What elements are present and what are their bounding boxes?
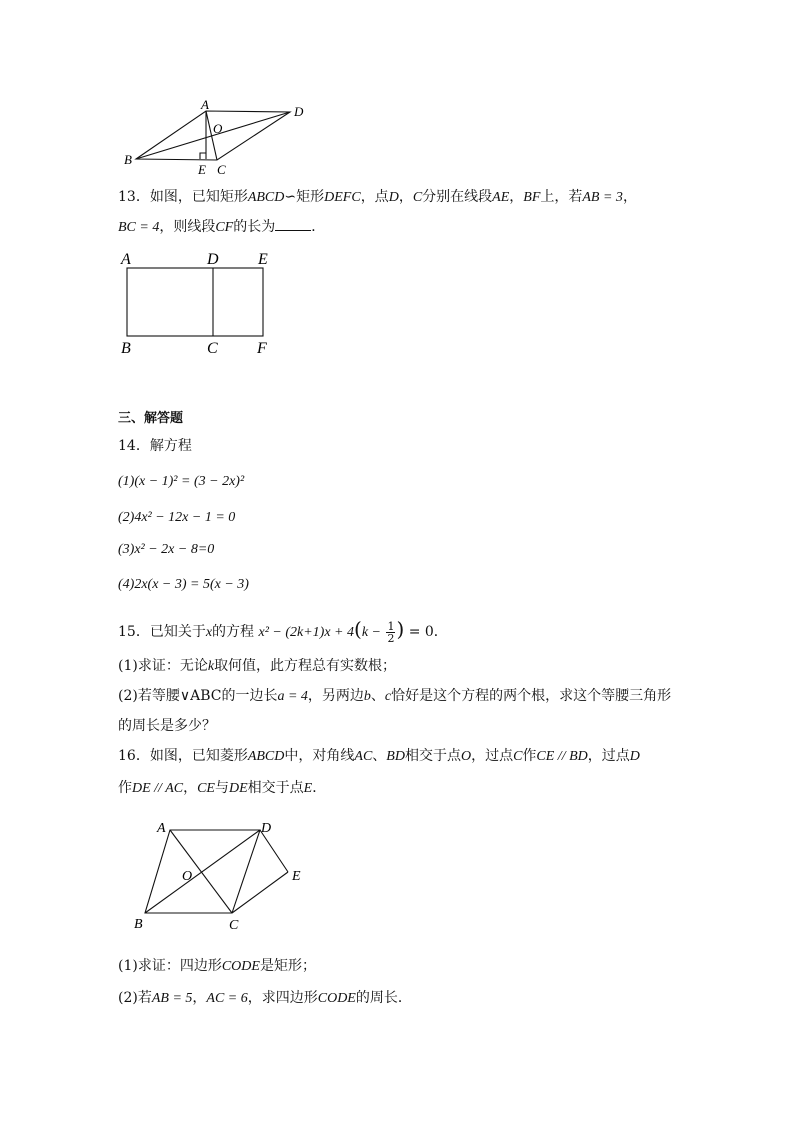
- q13-abcd: ABCD: [247, 190, 285, 205]
- fig13-label-a: A: [121, 251, 131, 268]
- q16-stem-line1: [118, 746, 640, 767]
- q13-comma: ，: [398, 189, 413, 205]
- q16-e: E: [303, 781, 313, 796]
- q14-eq3: (3)x² − 2x − 8=0: [118, 542, 215, 557]
- fig16-label-o: O: [182, 869, 193, 884]
- q13-end: ．: [311, 219, 326, 235]
- fig12-label-e: E: [198, 162, 206, 177]
- q16-ac6: AC = 6: [206, 991, 248, 1006]
- q15-b: b: [363, 689, 371, 704]
- q14-eq1: (1)(x − 1)² = (3 − 2x)²: [118, 474, 245, 489]
- figure-q12: [118, 96, 318, 180]
- fig12-label-a: A: [201, 97, 209, 112]
- q16-abcd: ABCD: [247, 749, 285, 764]
- fig12-label-d: D: [294, 104, 304, 119]
- fig13-label-e: E: [258, 251, 268, 268]
- q16-l2e: ．: [312, 780, 327, 796]
- q14-eq2: (2)4x² − 12x − 1 = 0: [118, 510, 236, 525]
- fig13-label-b: B: [121, 340, 131, 357]
- q15-stem: 15．已知关于x的方程 x² − (2k+1)x + 4(k − $\frac{1}{2}$ ) = 0．: [118, 617, 448, 645]
- q16-ab5: AB = 5: [151, 991, 193, 1006]
- q15-p2b: ，另两边: [307, 688, 364, 704]
- q15-a4: a = 4: [277, 689, 308, 704]
- q15-p1b: 取何值，此方程总有实数根；: [214, 658, 397, 674]
- q16-l1e: 作: [522, 748, 537, 764]
- q15-p2: (2)若等腰∨ABC的一边长: [118, 688, 278, 704]
- fig16-label-c: C: [229, 918, 239, 933]
- q16-p2c: 的周长．: [355, 990, 412, 1006]
- q16-l1b: 中，对角线: [284, 748, 355, 764]
- q16-comma: ，: [192, 990, 207, 1006]
- q16-code: CODE: [221, 959, 260, 974]
- q13-d: D: [388, 190, 399, 205]
- figure-q13: [114, 248, 284, 360]
- fig16-label-b: B: [134, 917, 143, 932]
- q13-ab-eq: AB = 3: [582, 190, 623, 205]
- q15-x: x: [205, 625, 213, 640]
- q16-l1a: 16．如图，已知菱形: [118, 748, 248, 764]
- q13-ae: AE: [492, 190, 510, 205]
- fig13-label-f: F: [257, 340, 267, 357]
- q13-mid1: ，点: [360, 189, 389, 205]
- q13-line2: [118, 217, 325, 238]
- q15-fraction: [386, 621, 395, 644]
- q16-p2b: ，求四边形: [247, 990, 318, 1006]
- q15-frac-den: 2: [387, 631, 395, 645]
- fig13-label-d: D: [207, 251, 219, 268]
- q14-title: 14．解方程: [118, 438, 192, 454]
- q16-o: O: [460, 749, 472, 764]
- q16-sep: 、: [372, 748, 387, 764]
- q13-mid3: 上，若: [540, 189, 583, 205]
- q15-eq-k: k −: [361, 625, 381, 640]
- q13-bc-eq: BC = 4: [118, 220, 160, 235]
- q16-l1d: ，过点: [471, 748, 514, 764]
- q16-p1: (1)求证：四边形: [118, 958, 222, 974]
- q15-part2-cont: 的周长是多少？: [118, 718, 216, 734]
- q13-line1: [118, 187, 637, 208]
- q15-sep: 、: [370, 688, 385, 704]
- q15-stem-b: 的方程: [212, 624, 255, 640]
- q13-bf: BF: [523, 190, 541, 205]
- q16-part2: [118, 988, 412, 1009]
- q13-tail: 的长为: [233, 219, 276, 235]
- q16-ac: AC: [354, 749, 373, 764]
- q16-part1: [118, 956, 316, 977]
- q16-p1b: 是矩形；: [259, 958, 316, 974]
- q14-eq4: (4)2x(x − 3) = 5(x − 3): [118, 577, 249, 592]
- q13-answer-blank[interactable]: [275, 218, 311, 231]
- q16-d: D: [629, 749, 640, 764]
- fig16-label-a: A: [157, 821, 166, 836]
- q16-l1c: 相交于点: [404, 748, 461, 764]
- q15-c: c: [384, 689, 392, 704]
- figure-q16: [128, 816, 318, 936]
- q16-de: DE: [228, 781, 248, 796]
- q16-bd: BD: [386, 749, 405, 764]
- q15-p1: (1)求证：无论: [118, 658, 208, 674]
- q15-eq-end: = 0．: [408, 624, 448, 640]
- q15-part2: [118, 686, 671, 707]
- fig12-label-c: C: [217, 162, 226, 177]
- q15-equation: x² − (2k+1)x + 4: [258, 625, 355, 640]
- q16-stem-line2: [118, 778, 326, 799]
- q15-frac-num: 1: [387, 619, 395, 633]
- fig16-label-d: D: [261, 821, 272, 836]
- q13-cf: CF: [215, 220, 234, 235]
- q13-comma2: ，: [509, 189, 524, 205]
- q16-de-ac: DE // AC: [132, 781, 184, 796]
- q13-c: C: [412, 190, 423, 205]
- q16-l2d: 相交于点: [247, 780, 304, 796]
- q16-ce-bd: CE // BD: [536, 749, 588, 764]
- q16-c: C: [513, 749, 523, 764]
- q13-comma3: ，: [622, 189, 637, 205]
- q16-l1f: ，过点: [587, 748, 630, 764]
- q16-p2: (2)若: [118, 990, 152, 1006]
- section-heading: 三、解答题: [118, 411, 184, 426]
- q13-mid2: 分别在线段: [422, 189, 493, 205]
- fig13-label-c: C: [207, 340, 218, 357]
- q13-text: 13．如图，已知矩形: [118, 189, 248, 205]
- q15-k: k: [207, 659, 215, 674]
- q13-mid4: ，则线段: [159, 219, 216, 235]
- q15-stem-a: 15．已知关于: [118, 624, 206, 640]
- q13-defc: DEFC: [324, 190, 361, 205]
- q16-ce: CE: [197, 781, 215, 796]
- q16-l2a: 作: [118, 780, 132, 796]
- fig12-label-b: B: [124, 152, 132, 167]
- fig16-label-e: E: [292, 869, 301, 884]
- q15-p2c: 恰好是这个方程的两个根，求这个等腰三角形: [391, 688, 672, 704]
- q13-sim: ∽矩形: [284, 189, 325, 205]
- q16-code2: CODE: [317, 991, 356, 1006]
- q16-l2c: 与: [214, 780, 229, 796]
- fig12-label-o: O: [213, 121, 223, 136]
- q15-part1: [118, 656, 396, 677]
- q16-l2b: ，: [183, 780, 198, 796]
